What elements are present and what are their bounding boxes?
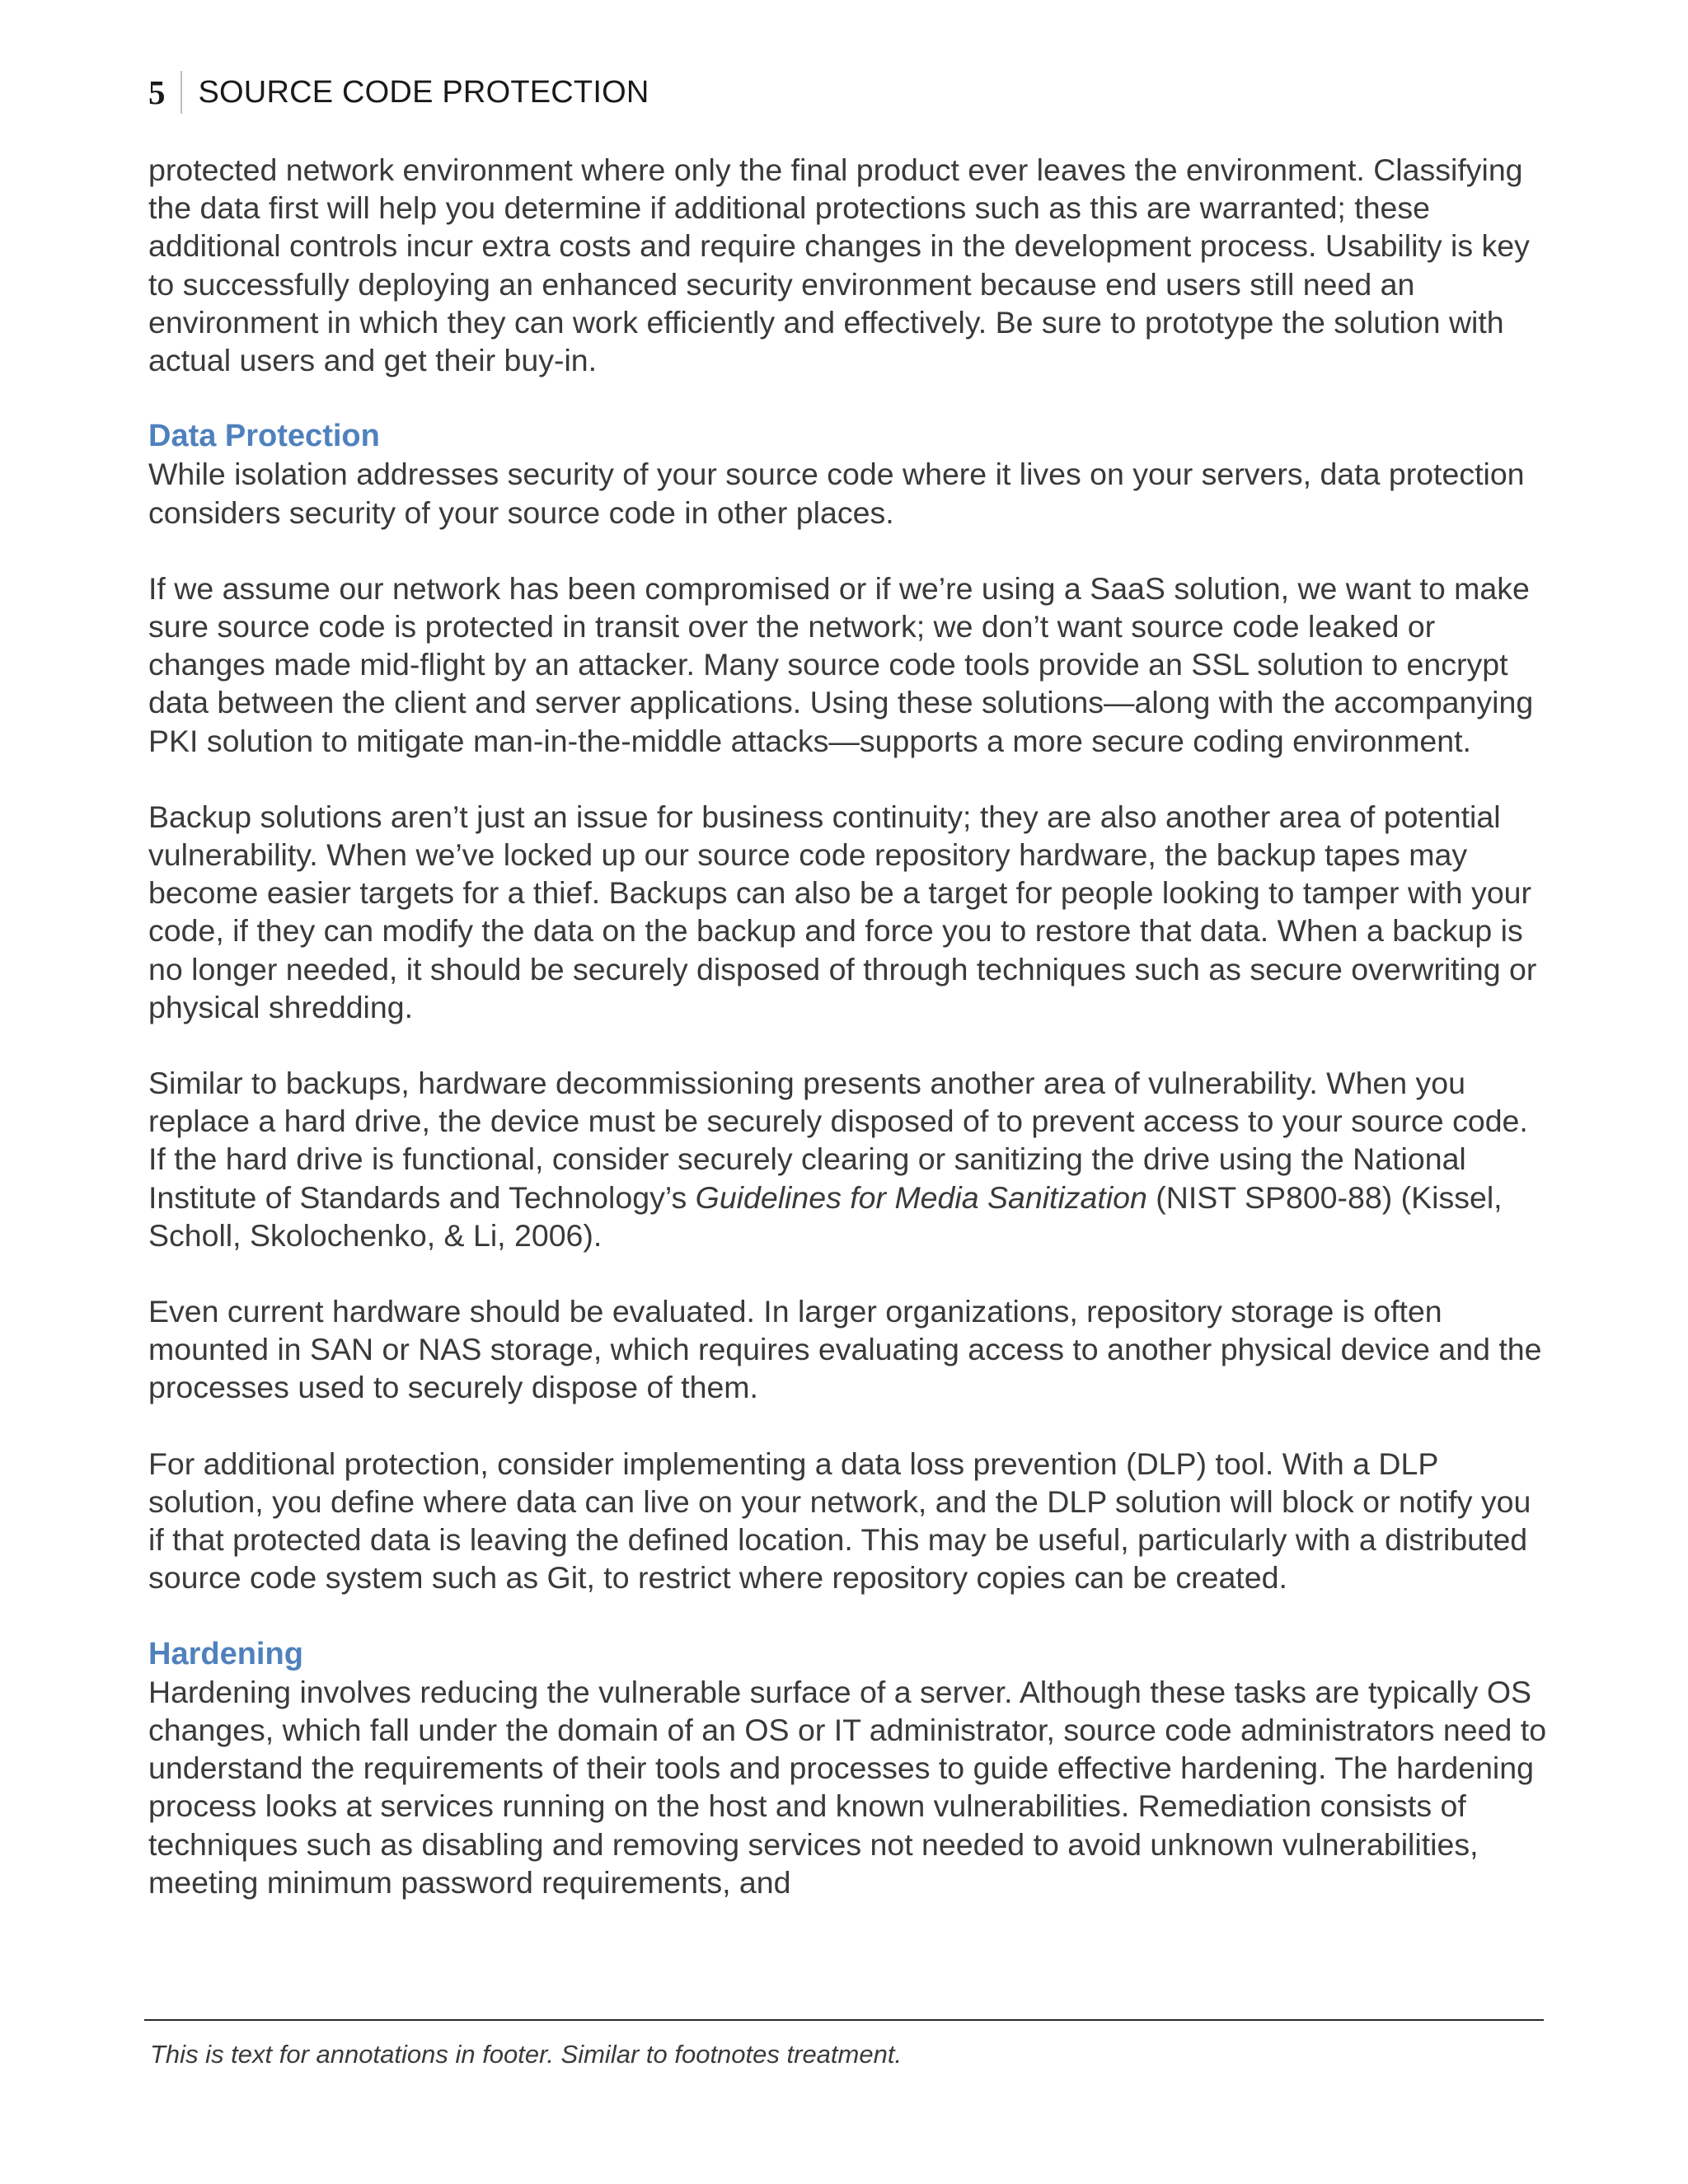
data-protection-paragraph-6: For additional protection, consider implementing a data loss prevention (DLP) tool. With a DLP solution, you define where data can live on your network, and the DLP solution will block or notify you if that protected data is leaving the defined location. This may be useful, particularly with a distributed source code system such as Git, to restrict where repository copies can be created. [148, 1446, 1531, 1596]
running-title: SOURCE CODE PROTECTION [198, 75, 649, 110]
footer-divider [144, 2019, 1544, 2021]
data-protection-paragraph-5: Even current hardware should be evaluated. In larger organizations, repository storage is often mounted in SAN or NAS storage, which requires evaluating access to another physical device and the processes used to securely dispose of them. [148, 1294, 1542, 1405]
data-protection-paragraph-3: Backup solutions aren’t just an issue for business continuity; they are also another area of potential vulnerability. When we’ve locked up our source code repository hardware, the backup tapes may become easier targets for a thief. Backups can also be a target for people looking to tamper with your code, if they can modify the data on the backup and force you to restore that data. When a backup is no longer needed, it should be securely disposed of through techniques such as secure overwriting or physical shredding. [148, 799, 1537, 1024]
paragraph-4-text-before: Similar to backups, hardware decommissioning presents another area of vulnerability. When you replace a hard drive, the device must be securely disposed of to prevent access to your source code. If the hard drive is functional, consider securely clearing or sanitizing the drive using the National Institute of Standards and Technology’s [148, 1066, 1528, 1215]
page-number: 5 [148, 71, 182, 114]
section-heading-hardening: Hardening [148, 1636, 303, 1671]
data-protection-paragraph-2: If we assume our network has been compromised or if we’re using a SaaS solution, we want to make sure source code is protected in transit over the network; we don’t want source code leaked or changes made mid-flight by an attacker. Many source code tools provide an SSL solution to encrypt data between the client and server applications. Using these solutions—along with the accompanying PKI solution to mitigate man-in-the-middle attacks—supports a more secure coding environment. [148, 570, 1534, 758]
data-protection-paragraph-1: While isolation addresses security of your source code where it lives on your servers, data protection considers security of your source code in other places. [148, 457, 1525, 530]
intro-paragraph: protected network environment where only the final product ever leaves the environment. Classifying the data first will help you determine if additional protections such as this are warranted; these additional controls incur extra costs and require changes in the development process. Usability is key to successfully deploying an enhanced security environment because end users still need an environment in which they can work efficiently and effectively. Be sure to prototype the solution with actual users and get their buy-in. [148, 152, 1530, 378]
document-body [148, 151, 1550, 1939]
paragraph-4-text-after: (NIST SP800-88) (Kissel, Scholl, Skolochenko, & Li, 2006). [148, 1179, 1503, 1253]
page-header [148, 71, 649, 114]
footer-note: This is text for annotations in footer. Similar to footnotes treatment. [150, 2040, 903, 2069]
data-protection-paragraph-4 [148, 1064, 1550, 1254]
hardening-paragraph-1: Hardening involves reducing the vulnerable surface of a server. Although these tasks are typically OS changes, which fall under the domain of an OS or IT administrator, source code administrators need to understand the requirements of their tools and processes to guide effective hardening. The hardening process looks at services running on the host and known vulnerabilities. Remediation consists of techniques such as disabling and removing services not needed to avoid unknown vulnerabilities, meeting minimum password requirements, and [148, 1674, 1547, 1900]
publication-title: Guidelines for Media Sanitization [695, 1179, 1147, 1215]
section-heading-data-protection: Data Protection [148, 419, 380, 454]
